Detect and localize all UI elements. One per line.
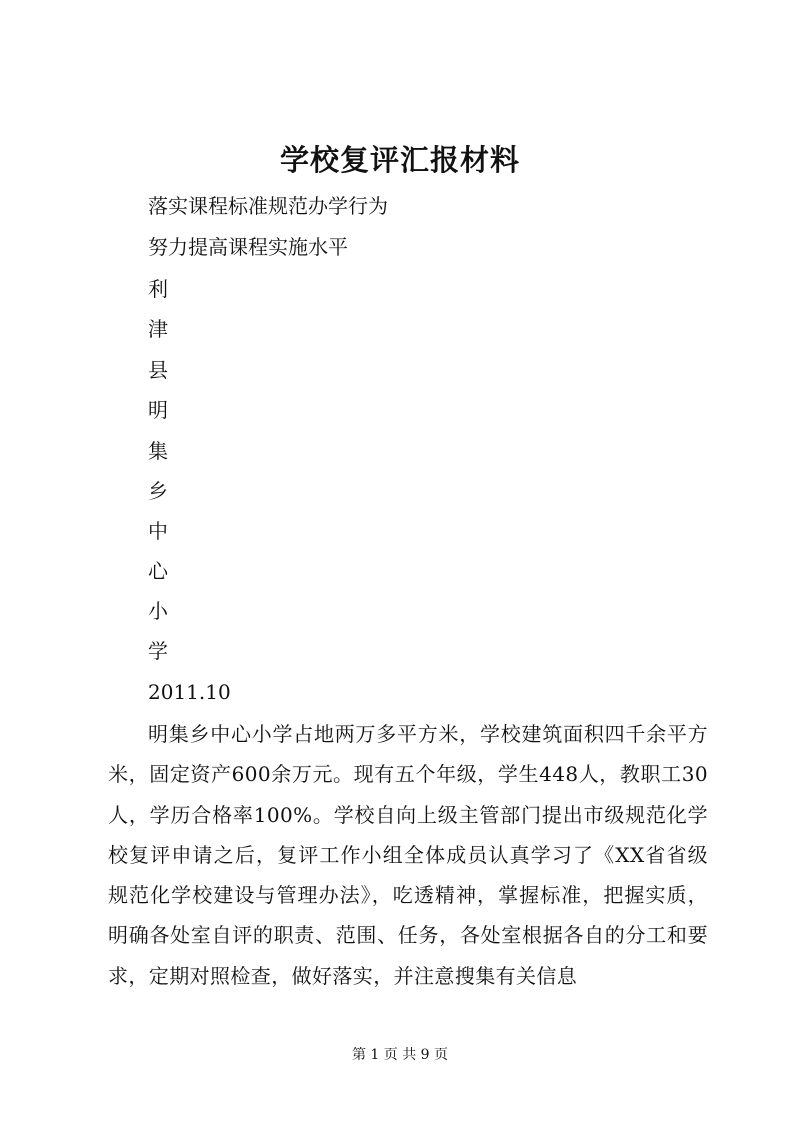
subtitle-line-1: 落实课程标准规范办学行为 xyxy=(148,194,388,218)
vertical-char-6: 乡 xyxy=(148,479,168,503)
vertical-char-2: 津 xyxy=(148,317,168,341)
vertical-char-3: 县 xyxy=(148,358,168,382)
document-date: 2011.10 xyxy=(148,680,231,704)
vertical-char-7: 中 xyxy=(148,519,168,543)
body-paragraph: 明集乡中心小学占地两万多平方米，学校建筑面积四千余平方米，固定资产600余万元。现有五个年级，学生448人，教职工30人，学历合格率100%。学校自向上级主管部门提出市级规范化学校复评申请之后，复评工作小组全体成员认真学习了《XX省省级规范化学校建设与管理办法》，吃透精神，掌握标准，把握实质，明确各处室自评的职责、范围、任务，各处室根据各自的分工和要求，定期对照检查，做好落实，并注意搜集有关信息 xyxy=(108,722,708,988)
subtitle-line-2: 努力提高课程实施水平 xyxy=(148,235,348,259)
vertical-char-10: 学 xyxy=(148,639,168,663)
vertical-char-9: 小 xyxy=(148,599,168,623)
vertical-char-1: 利 xyxy=(148,277,168,301)
page-footer: 第 1 页 共 9 页 xyxy=(351,1047,449,1063)
document-title: 学校复评汇报材料 xyxy=(279,143,520,177)
vertical-char-4: 明 xyxy=(148,398,168,422)
vertical-char-8: 心 xyxy=(148,559,168,583)
vertical-char-5: 集 xyxy=(148,439,168,463)
